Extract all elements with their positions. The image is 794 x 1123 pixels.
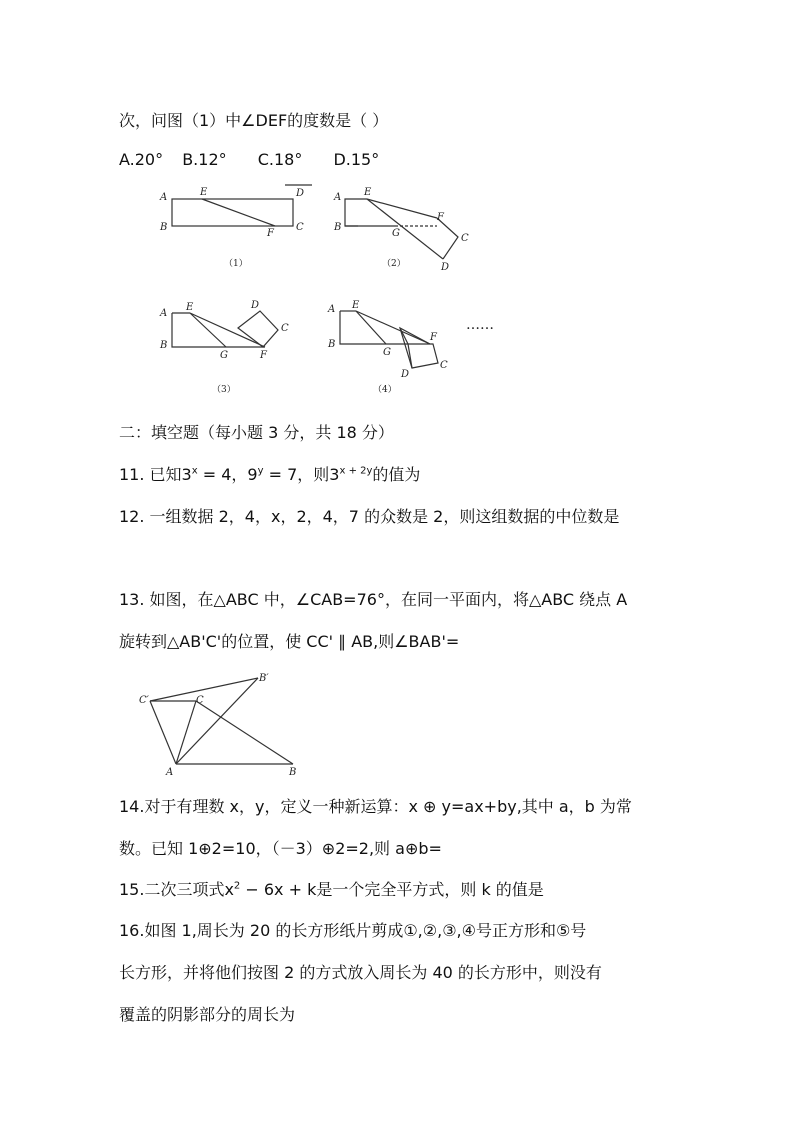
question-12: 12. 一组数据 2，4，x，2，4，7 的众数是 2，则这组数据的中位数是 <box>119 507 620 526</box>
svg-text:A: A <box>160 192 168 203</box>
svg-text:F: F <box>260 350 267 361</box>
svg-text:G: G <box>220 350 228 361</box>
svg-text:E: E <box>200 187 208 198</box>
question-15: 15.二次三项式$x^2 - 6x + k$是一个完全平方式，则 k 的值是 <box>119 880 544 899</box>
svg-text:A: A <box>160 308 168 319</box>
svg-text:F: F <box>437 212 444 223</box>
label-c: C <box>196 695 204 706</box>
svg-text:F: F <box>430 332 437 343</box>
question-10-stem: 次，问图（1）中∠DEF的度数是（ ） <box>119 111 389 130</box>
option-c: C.18° <box>257 150 303 169</box>
label-a: A <box>166 767 174 778</box>
question-16-line1: 16.如图 1,周长为 20 的长方形纸片剪成①,②,③,④号正方形和⑤号 <box>119 921 587 940</box>
caption-4: （4） <box>373 385 397 395</box>
svg-text:C: C <box>296 222 304 233</box>
svg-text:D: D <box>441 262 450 273</box>
svg-text:F: F <box>267 228 274 239</box>
caption-3: （3） <box>212 385 236 395</box>
svg-text:D: D <box>401 369 410 380</box>
svg-text:B: B <box>334 222 342 233</box>
figure-2 <box>333 187 469 273</box>
question-11: 11. 已知$3^x = 4$，$9^y = 7$，则$3^{x + 2y}$的值为 <box>119 465 421 484</box>
svg-text:D: D <box>251 300 260 311</box>
question-16-line3: 覆盖的阴影部分的周长为 <box>119 1005 296 1024</box>
label-c-prime: C′ <box>139 695 149 706</box>
svg-text:B: B <box>328 339 336 350</box>
svg-text:D: D <box>296 188 305 199</box>
svg-text:G: G <box>383 347 391 358</box>
svg-text:B: B <box>160 340 168 351</box>
svg-text:E: E <box>364 187 372 198</box>
figure-3 <box>159 300 289 395</box>
figure-1 <box>159 185 312 269</box>
svg-text:A: A <box>328 304 336 315</box>
svg-text:E: E <box>352 300 360 311</box>
ellipsis: …… <box>466 317 494 333</box>
question-10-options <box>119 150 379 169</box>
svg-text:G: G <box>392 228 400 239</box>
question-14-line2: 数。已知 1⊕2=10，（－3）⊕2=2,则 a⊕b= <box>119 839 442 858</box>
svg-text:C: C <box>461 233 469 244</box>
folding-figures <box>150 180 510 404</box>
section-title: 二：填空题（每小题 3 分，共 18 分） <box>119 423 394 442</box>
svg-text:C: C <box>281 323 289 334</box>
svg-text:E: E <box>186 302 194 313</box>
svg-text:B: B <box>160 222 168 233</box>
question-13-line1: 13. 如图，在△ABC 中，∠CAB=76°，在同一平面内，将△ABC 绕点 A <box>119 590 628 609</box>
question-13-line2: 旋转到△AB'C'的位置，使 CC' ∥ AB,则∠BAB'= <box>119 632 460 651</box>
option-a: A.20° <box>119 150 164 169</box>
question-14-line1: 14.对于有理数 x，y，定义一种新运算：x ⊕ y=ax+by,其中 a，b 为常 <box>119 797 632 816</box>
triangle-rotation-figure <box>130 665 320 784</box>
caption-2: （2） <box>382 259 406 269</box>
figure-4 <box>327 300 448 395</box>
label-b-prime: B′ <box>259 673 269 684</box>
question-16-line2: 长方形，并将他们按图 2 的方式放入周长为 40 的长方形中，则没有 <box>119 963 602 982</box>
option-d: D.15° <box>333 150 380 169</box>
label-b: B <box>289 767 297 778</box>
option-b: B.12° <box>182 150 227 169</box>
svg-text:C: C <box>440 360 448 371</box>
caption-1: （1） <box>224 259 248 269</box>
svg-text:A: A <box>334 192 342 203</box>
